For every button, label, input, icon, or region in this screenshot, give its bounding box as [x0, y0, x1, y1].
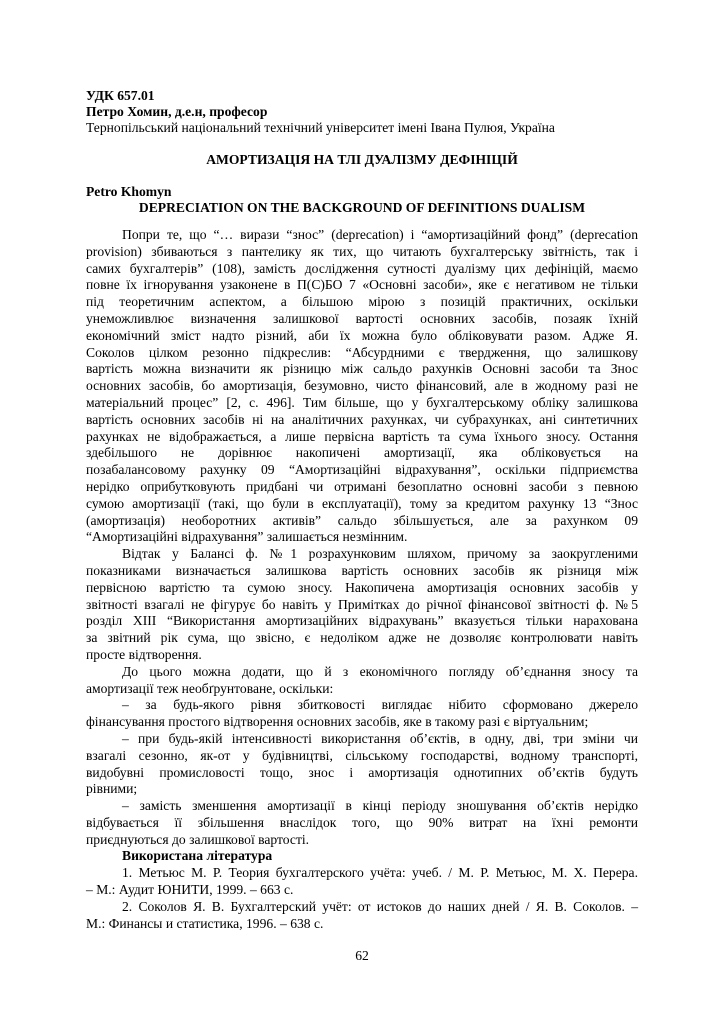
text-line: “Амортизаційні відрахування” залишається незмінним.: [86, 529, 408, 545]
text-line: відбувається її збільшення внаслідок того, що 90% витрат на їхні ремонти: [86, 814, 638, 830]
text-line: вартість можна визначити як різницю між сальдо рахунків Основні засоби та Знос: [86, 361, 638, 377]
text-line: – М.: Аудит ЮНИТИ, 1999. – 663 с.: [86, 882, 294, 898]
paragraphs: [86, 227, 638, 848]
text-line: показниками визначається залишкова вартість основних засобів як різниця між: [86, 562, 638, 578]
text-line: під теоретичним аспектом, а більшою мірою з позицій практичних, оскільки: [86, 294, 638, 310]
udc-code: УДК 657.01: [86, 88, 155, 103]
author-name-en: Petro Khomyn: [86, 184, 172, 199]
text-line: нерідко оприбутковують придбані чи отримані безоплатно основні засоби з певною: [86, 478, 638, 494]
text-line: 1. Метьюс М. Р. Теория бухгалтерского учёта: учеб. / М. Р. Метьюс, М. Х. Перера.: [122, 865, 638, 881]
text-line: вартість основних засобів ні на аналітичних рахунках, чи субрахунках, ані синтетичних: [86, 411, 638, 427]
text-line: позабалансовому рахунку 09 “Амортизаційні відрахування”, оскільки підприємства: [86, 462, 638, 478]
text-line: сумою амортизації (такі, що були в експлуатації), тому за кредитом рахунку 13 “Знос: [86, 495, 638, 511]
page-number: 62: [355, 948, 369, 963]
text-line: М.: Финансы и статистика, 1996. – 638 с.: [86, 915, 324, 931]
text-line: (амортизація) необоротних активів” сальдо збільшується, але за рахунком 09: [86, 512, 638, 528]
article-body: [86, 227, 638, 932]
paragraph: [86, 798, 638, 848]
text-line: за звітний рік сума, що звісно, є недоліком адже не дозволяє контролювати навіть: [86, 630, 638, 646]
text-line: рахунках не відображається, а лише первісна вартість та сума їхнього зносу. Остання: [86, 428, 638, 444]
text-line: Попри те, що “… вирази “знос” (deprecation) і “амортизаційний фонд” (deprecation: [122, 227, 638, 242]
text-line: приєднуються до залишкової вартості.: [86, 831, 310, 847]
text-line: розділ XIII “Використання амортизаційних відрахувань” вказується тільки нарахована: [86, 613, 638, 629]
text-line: первісною вартістю та сумою зносу. Накопичена амортизація основних засобів у: [86, 579, 638, 595]
paragraph: [86, 227, 638, 546]
article-title: АМОРТИЗАЦІЯ НА ТЛІ ДУАЛІЗМУ ДЕФІНІЦІЙ: [206, 152, 518, 167]
paragraph: [86, 697, 638, 731]
text-line: Соколов цілком резонно підкреслив: “Абсурдними є твердження, що залишкову: [86, 344, 638, 360]
references-list: [86, 865, 638, 932]
paragraph: [86, 664, 638, 698]
text-line: економічний зміст надто різний, аби їх можна було обліковувати разом. Адже Я.: [86, 327, 638, 343]
author-line: Петро Хомин, д.е.н, професор: [86, 104, 268, 119]
text-line: просте відтворення.: [86, 646, 202, 662]
text-line: амортизації теж необґрунтоване, оскільки:: [86, 680, 334, 696]
text-line: рівними;: [86, 781, 138, 797]
text-line: Відтак у Балансі ф. №1 розрахунковим шляхом, причому за заокругленими: [122, 546, 638, 562]
references-heading: Використана література: [122, 848, 273, 864]
text-line: здебільшого не дорівнює накопичені амортизації, яка обліковується на: [86, 445, 638, 461]
text-line: 2. Соколов Я. В. Бухгалтерский учёт: от истоков до наших дней / Я. В. Соколов. –: [122, 898, 638, 914]
text-line: До цього можна додати, що й з економічного погляду об’єднання зносу та: [122, 663, 638, 679]
paragraph: [86, 731, 638, 798]
article-header: [86, 88, 638, 216]
reference-item: [86, 865, 638, 899]
text-line: – замість зменшення амортизації в кінці періоду зношування об’єктів нерідко: [122, 798, 638, 814]
text-line: основних засобів, бо амортизація, безумовно, чисто фінансовий, але в жодному разі не: [86, 378, 638, 394]
text-line: – за будь-якого рівня збитковості виглядає нібито сформовано джерело: [122, 697, 638, 713]
text-line: унеможливлює визначення залишкової вартості основних засобів, позаяк їхній: [86, 310, 638, 326]
text-line: самих бухгалтерів” (108), замість дослідження сутності дуалізму цих дефініцій, маємо: [86, 260, 638, 276]
paragraph: [86, 546, 638, 664]
text-line: взагалі сезонно, як-от у будівництві, сільському господарстві, водному транспорті,: [86, 747, 638, 763]
affiliation-line: Тернопільський національний технічний університет імені Івана Пулюя, Україна: [86, 120, 555, 135]
text-line: повне їх ігнорування узаконене в П(С)БО 7 «Основні засоби», яке є негативом не тільки: [86, 277, 638, 293]
text-line: матеріальний процес” [2, с. 496]. Тим більше, що у бухгалтерському обліку залишкова: [86, 394, 638, 410]
text-line: – при будь-якій інтенсивності використання об’єктів, в одну, дві, три зміни чи: [122, 730, 638, 746]
text-line: видобувні промисловості тощо, знос і амортизація однотипних об’єктів будуть: [86, 764, 638, 780]
text-line: фінансування простого відтворення основних засобів, яке в такому разі є віртуальним;: [86, 714, 589, 730]
text-line: звітності взагалі не фігурує бо навіть у Примітках до річної фінансової звітності ф. №5: [86, 596, 638, 612]
reference-item: [86, 899, 638, 933]
text-line: provision) збиваються з пантелику як тих, що читають бухгалтерську звітність, так і: [86, 243, 638, 259]
article-title-en: DEPRECIATION ON THE BACKGROUND OF DEFINITIONS DUALISM: [138, 200, 586, 215]
